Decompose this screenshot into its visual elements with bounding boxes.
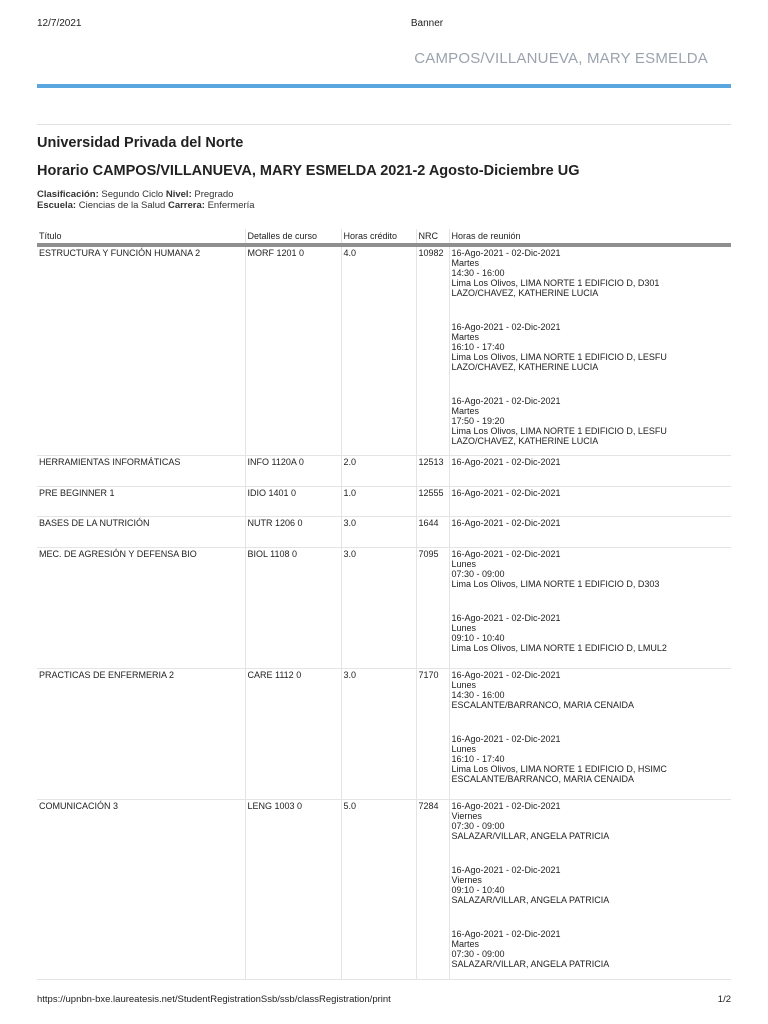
course-nrc: 12513 xyxy=(416,455,449,486)
table-row xyxy=(37,516,731,547)
course-nrc: 7284 xyxy=(416,799,449,979)
meeting-line: 16:10 - 17:40 xyxy=(451,753,505,764)
meeting-line: 16-Ago-2021 - 02-Dic-2021 xyxy=(451,928,561,939)
course-title: MEC. DE AGRESIÓN Y DEFENSA BIO xyxy=(37,547,245,668)
course-details: IDIO 1401 0 xyxy=(245,486,341,516)
meeting-line: 09:10 - 10:40 xyxy=(451,884,505,895)
course-credits: 5.0 xyxy=(341,799,416,979)
meeting-line: Lima Los Olivos, LIMA NORTE 1 EDIFICIO D, HSIMC xyxy=(451,763,667,774)
course-credits: 2.0 xyxy=(341,455,416,486)
meeting-block xyxy=(452,322,730,372)
course-credits: 3.0 xyxy=(341,547,416,668)
course-details: BIOL 1108 0 xyxy=(245,547,341,668)
meeting-block xyxy=(452,865,730,905)
meeting-times xyxy=(449,668,731,799)
course-credits: 1.0 xyxy=(341,486,416,516)
meeting-line: Martes xyxy=(451,938,480,949)
meeting-line: 09:10 - 10:40 xyxy=(451,632,505,643)
meeting-line: Lima Los Olivos, LIMA NORTE 1 EDIFICIO D, LESFU xyxy=(451,426,667,436)
column-header-titulo: Título xyxy=(37,229,245,245)
meeting-times xyxy=(449,486,731,516)
meeting-line: ESCALANTE/BARRANCO, MARIA CENAIDA xyxy=(451,699,635,710)
meeting-line: 07:30 - 09:00 xyxy=(451,820,505,831)
meeting-block xyxy=(452,396,730,446)
column-header-detalles: Detalles de curso xyxy=(245,229,341,245)
table-row xyxy=(37,245,731,455)
meeting-line: 17:50 - 19:20 xyxy=(451,416,505,426)
footer-page-number: 1/2 xyxy=(717,994,731,1005)
meeting-line: SALAZAR/VILLAR, ANGELA PATRICIA xyxy=(451,830,610,841)
course-credits: 3.0 xyxy=(341,668,416,799)
course-nrc: 7170 xyxy=(416,668,449,799)
print-page-title: Banner xyxy=(410,18,444,29)
user-name: CAMPOS/VILLANUEVA, MARY ESMELDA xyxy=(414,50,708,67)
course-nrc: 1644 xyxy=(416,516,449,547)
column-header-reunion: Horas de reunión xyxy=(449,229,731,245)
meeting-block xyxy=(452,518,730,528)
course-credits: 4.0 xyxy=(341,245,416,455)
course-nrc: 12555 xyxy=(416,486,449,516)
meeting-block xyxy=(452,457,730,467)
nivel-label: Nivel: xyxy=(165,189,192,200)
meeting-line: 16-Ago-2021 - 02-Dic-2021 xyxy=(451,456,561,467)
school-line xyxy=(37,200,255,211)
nivel-value: Pregrado xyxy=(194,189,234,200)
course-details: CARE 1112 0 xyxy=(245,668,341,799)
meeting-line: 16-Ago-2021 - 02-Dic-2021 xyxy=(451,248,561,258)
meeting-line: 07:30 - 09:00 xyxy=(451,568,505,579)
table-row xyxy=(37,799,731,979)
meeting-line: 16-Ago-2021 - 02-Dic-2021 xyxy=(451,733,561,744)
meeting-line: Lunes xyxy=(451,743,477,754)
meeting-line: 16-Ago-2021 - 02-Dic-2021 xyxy=(451,548,561,559)
meeting-line: 14:30 - 16:00 xyxy=(451,268,505,278)
escuela-label: Escuela: xyxy=(37,200,77,211)
course-nrc: 10982 xyxy=(416,245,449,455)
meeting-times xyxy=(449,455,731,486)
course-details: MORF 1201 0 xyxy=(245,245,341,455)
meeting-line: 07:30 - 09:00 xyxy=(451,948,505,959)
meeting-line: Martes xyxy=(451,406,480,416)
carrera-value: Enfermería xyxy=(207,200,255,211)
footer-url: https://upnbn-bxe.laureatesis.net/StudentRegistrationSsb/ssb/classRegistration/print xyxy=(37,994,391,1005)
meeting-times xyxy=(449,516,731,547)
meeting-block xyxy=(452,734,730,784)
header-accent-bar xyxy=(37,84,731,88)
course-title: PRE BEGINNER 1 xyxy=(37,486,245,516)
clasificacion-value: Segundo Ciclo xyxy=(101,189,164,200)
meeting-line: 16-Ago-2021 - 02-Dic-2021 xyxy=(451,322,561,332)
meeting-line: 16-Ago-2021 - 02-Dic-2021 xyxy=(451,517,561,528)
meeting-line: Viernes xyxy=(451,874,482,885)
column-header-nrc: NRC xyxy=(416,229,449,245)
meeting-line: Lima Los Olivos, LIMA NORTE 1 EDIFICIO D, LESFU xyxy=(451,352,667,362)
meeting-times xyxy=(449,245,731,455)
meeting-line: Martes xyxy=(451,258,480,268)
meeting-line: Lima Los Olivos, LIMA NORTE 1 EDIFICIO D, D301 xyxy=(451,278,660,288)
classification-line xyxy=(37,189,233,200)
table-row xyxy=(37,455,731,486)
meeting-line: Lima Los Olivos, LIMA NORTE 1 EDIFICIO D, LMUL2 xyxy=(451,642,667,653)
table-row xyxy=(37,668,731,799)
meeting-line: SALAZAR/VILLAR, ANGELA PATRICIA xyxy=(451,894,610,905)
meeting-line: 16-Ago-2021 - 02-Dic-2021 xyxy=(451,864,561,875)
schedule-table-body xyxy=(37,245,731,979)
meeting-line: Lunes xyxy=(451,558,477,569)
meeting-line: Lima Los Olivos, LIMA NORTE 1 EDIFICIO D, D303 xyxy=(451,578,660,589)
university-name: Universidad Privada del Norte xyxy=(37,135,244,151)
course-title: HERRAMIENTAS INFORMÁTICAS xyxy=(37,455,245,486)
table-row xyxy=(37,547,731,668)
meeting-line: LAZO/CHAVEZ, KATHERINE LUCIA xyxy=(451,362,599,372)
meeting-line: 14:30 - 16:00 xyxy=(451,689,505,700)
table-row xyxy=(37,486,731,516)
divider xyxy=(37,124,731,125)
meeting-block xyxy=(452,613,730,653)
meeting-line: 16-Ago-2021 - 02-Dic-2021 xyxy=(451,487,561,498)
meeting-times xyxy=(449,799,731,979)
meeting-block xyxy=(452,670,730,710)
schedule-table xyxy=(37,229,731,980)
schedule-title: Horario CAMPOS/VILLANUEVA, MARY ESMELDA 2021-2 Agosto-Diciembre UG xyxy=(37,163,580,179)
meeting-line: 16-Ago-2021 - 02-Dic-2021 xyxy=(451,669,561,680)
meeting-block xyxy=(452,801,730,841)
escuela-value: Ciencias de la Salud xyxy=(78,200,166,211)
course-title: COMUNICACIÓN 3 xyxy=(37,799,245,979)
course-title: ESTRUCTURA Y FUNCIÓN HUMANA 2 xyxy=(37,245,245,455)
course-details: INFO 1120A 0 xyxy=(245,455,341,486)
meeting-line: ESCALANTE/BARRANCO, MARIA CENAIDA xyxy=(451,773,635,784)
meeting-block xyxy=(452,488,730,498)
clasificacion-label: Clasificación: xyxy=(37,189,99,200)
carrera-label: Carrera: xyxy=(167,200,205,211)
meeting-line: SALAZAR/VILLAR, ANGELA PATRICIA xyxy=(451,958,610,969)
meeting-line: 16-Ago-2021 - 02-Dic-2021 xyxy=(451,800,561,811)
meeting-line: 16:10 - 17:40 xyxy=(451,342,505,352)
meeting-line: LAZO/CHAVEZ, KATHERINE LUCIA xyxy=(451,436,599,446)
meeting-line: LAZO/CHAVEZ, KATHERINE LUCIA xyxy=(451,288,599,298)
course-title: BASES DE LA NUTRICIÓN xyxy=(37,516,245,547)
meeting-times xyxy=(449,547,731,668)
meeting-line: Lunes xyxy=(451,679,477,690)
table-header-row xyxy=(37,229,731,245)
meeting-line: 16-Ago-2021 - 02-Dic-2021 xyxy=(451,396,561,406)
print-date: 12/7/2021 xyxy=(37,18,82,29)
course-credits: 3.0 xyxy=(341,516,416,547)
meeting-block xyxy=(452,929,730,969)
meeting-line: Martes xyxy=(451,332,480,342)
meeting-block xyxy=(452,549,730,589)
course-details: LENG 1003 0 xyxy=(245,799,341,979)
meeting-line: Lunes xyxy=(451,622,477,633)
meeting-block xyxy=(452,248,730,298)
course-title: PRACTICAS DE ENFERMERIA 2 xyxy=(37,668,245,799)
column-header-horas: Horas crédito xyxy=(341,229,416,245)
meeting-line: 16-Ago-2021 - 02-Dic-2021 xyxy=(451,612,561,623)
meeting-line: Viernes xyxy=(451,810,482,821)
course-details: NUTR 1206 0 xyxy=(245,516,341,547)
course-nrc: 7095 xyxy=(416,547,449,668)
